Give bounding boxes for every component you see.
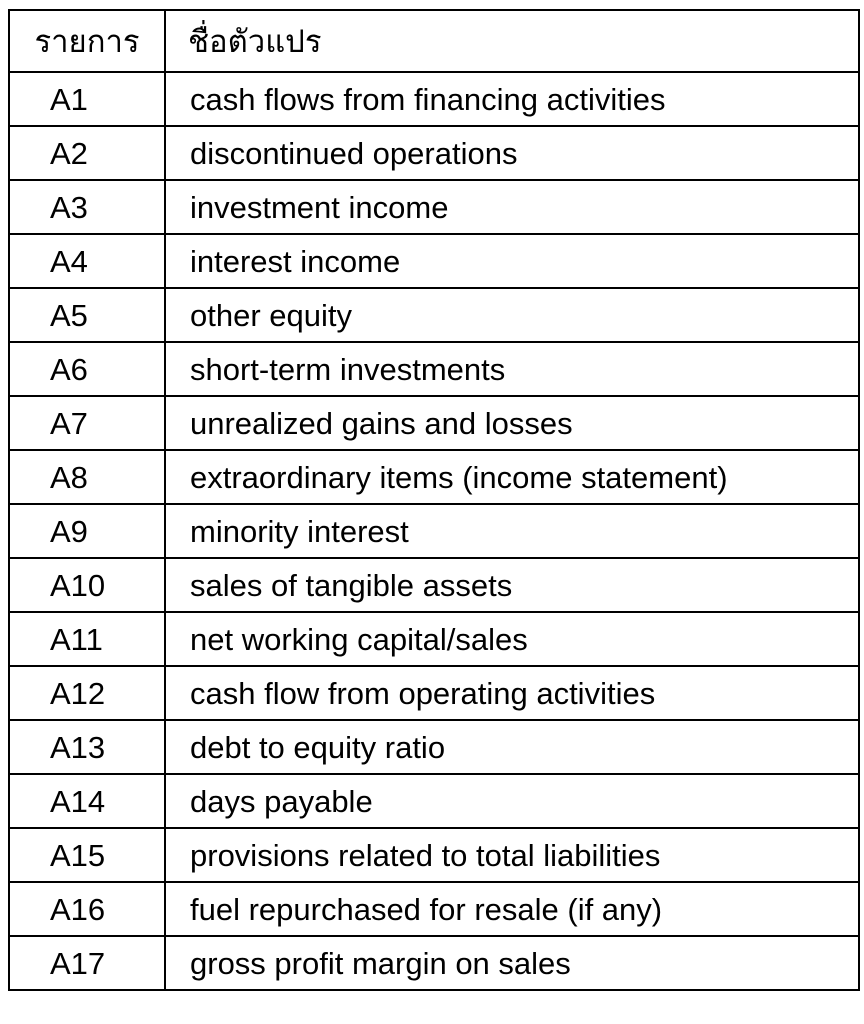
item-code: A9 [9,504,165,558]
item-code: A11 [9,612,165,666]
table-row [9,288,859,342]
item-code: A4 [9,234,165,288]
item-code: A12 [9,666,165,720]
variable-name: short-term investments [165,342,859,396]
table-row [9,828,859,882]
variable-name: other equity [165,288,859,342]
table-row [9,504,859,558]
variable-name: sales of tangible assets [165,558,859,612]
variable-name: interest income [165,234,859,288]
table-row [9,396,859,450]
variable-name: provisions related to total liabilities [165,828,859,882]
table-row [9,882,859,936]
item-code: A17 [9,936,165,990]
table-row [9,234,859,288]
variable-name: days payable [165,774,859,828]
table-row [9,180,859,234]
variable-name: discontinued operations [165,126,859,180]
item-code: A8 [9,450,165,504]
variable-name: minority interest [165,504,859,558]
table-row [9,936,859,990]
item-code: A3 [9,180,165,234]
item-code: A13 [9,720,165,774]
table-row [9,720,859,774]
variable-name: unrealized gains and losses [165,396,859,450]
table-row [9,666,859,720]
variable-name: cash flows from financing activities [165,72,859,126]
table-row [9,612,859,666]
item-code: A1 [9,72,165,126]
table-row [9,126,859,180]
variable-name: gross profit margin on sales [165,936,859,990]
variable-name: cash flow from operating activities [165,666,859,720]
variable-name: net working capital/sales [165,612,859,666]
item-code: A10 [9,558,165,612]
header-variable-name: ชื่อตัวแปร [165,10,859,72]
variables-table [8,9,860,991]
table-row [9,342,859,396]
variable-name: fuel repurchased for resale (if any) [165,882,859,936]
table-row [9,450,859,504]
item-code: A6 [9,342,165,396]
item-code: A2 [9,126,165,180]
variable-name: investment income [165,180,859,234]
header-item: รายการ [9,10,165,72]
variable-name: extraordinary items (income statement) [165,450,859,504]
item-code: A16 [9,882,165,936]
item-code: A7 [9,396,165,450]
item-code: A14 [9,774,165,828]
table-header-row [9,10,859,72]
item-code: A15 [9,828,165,882]
table-row [9,72,859,126]
table-row [9,558,859,612]
variable-name: debt to equity ratio [165,720,859,774]
table-row [9,774,859,828]
item-code: A5 [9,288,165,342]
